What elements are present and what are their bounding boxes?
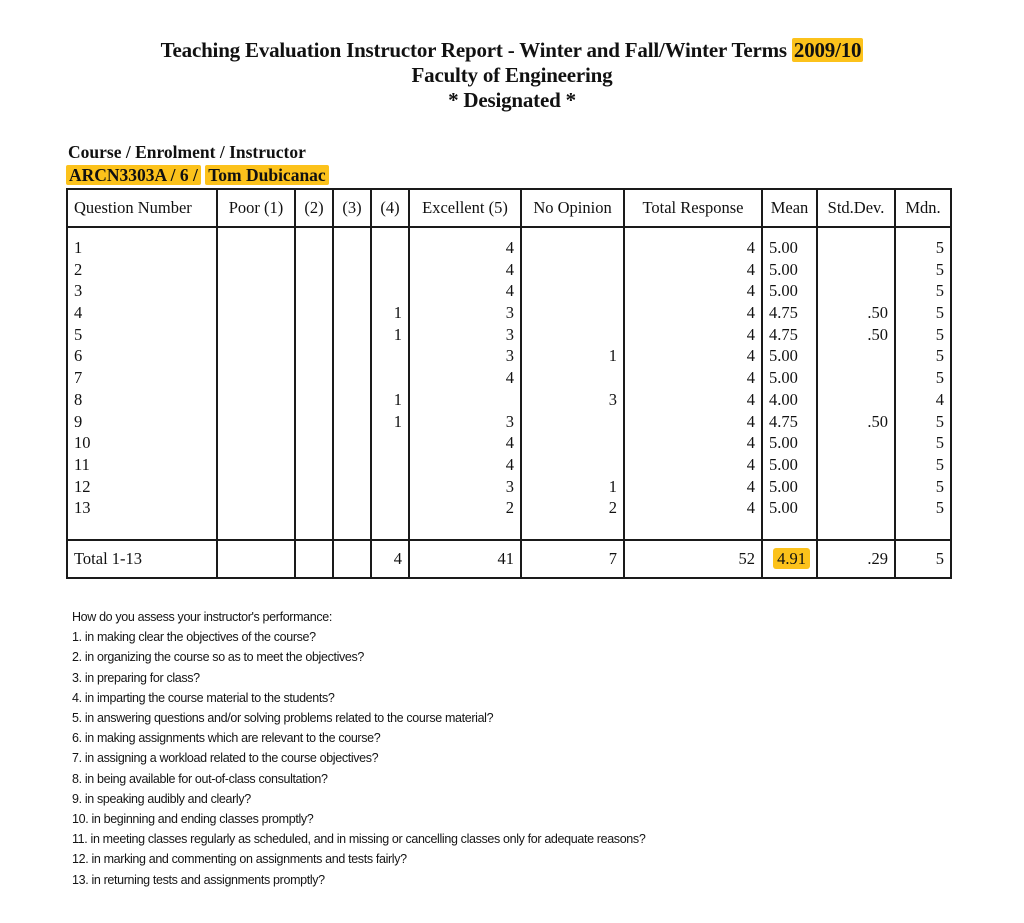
median-value: 5: [935, 368, 944, 388]
col-header-mean: Mean: [762, 189, 817, 227]
rating-4-count: [378, 237, 402, 259]
col-header-total-response: Total Response: [624, 189, 762, 227]
poor-count: [224, 476, 288, 498]
poor-count: [224, 237, 288, 259]
question-number: 8: [74, 389, 83, 409]
course-heading: Course / Enrolment / Instructor: [68, 142, 306, 162]
question-number: 7: [74, 368, 83, 388]
report-header: [0, 38, 1024, 113]
rating-3-count: [340, 454, 364, 476]
question-number: 6: [74, 346, 83, 366]
rating-4-count: [378, 497, 402, 519]
col-header-no-opinion: No Opinion: [521, 189, 624, 227]
term-highlight: 2009/10: [793, 38, 862, 62]
rating-2-count: [302, 324, 326, 346]
col-header-excellent: Excellent (5): [409, 189, 521, 227]
course-info: [66, 164, 329, 186]
total-response-count: 4: [746, 259, 755, 279]
rating-4-count: [378, 345, 402, 367]
question-text: 1. in making clear the objectives of the course?: [72, 630, 316, 645]
rating-4-count: [378, 259, 402, 281]
std-dev-value: [824, 259, 888, 281]
total-mean-highlight: 4.91: [773, 548, 810, 569]
question-text: 8. in being available for out-of-class consultation?: [72, 771, 328, 786]
total-std-dev: .29: [817, 540, 895, 578]
no-opinion-count: [528, 411, 617, 433]
question-text: 2. in organizing the course so as to meet the objectives?: [72, 650, 365, 665]
total-poor: [217, 540, 295, 578]
no-opinion-count: [528, 324, 617, 346]
std-dev-value: .50: [867, 303, 888, 323]
question-text: 3. in preparing for class?: [72, 670, 200, 685]
no-opinion-count: 1: [608, 476, 617, 496]
rating-2-count: [302, 476, 326, 498]
rating-3-count: [340, 432, 364, 454]
median-value: 5: [935, 303, 944, 323]
mean-value: 5.00: [769, 433, 798, 453]
excellent-count: 4: [505, 433, 514, 453]
median-value: 5: [935, 433, 944, 453]
median-value: 5: [935, 498, 944, 518]
rating-4-cell: [371, 227, 409, 540]
rating-3-count: [340, 280, 364, 302]
total-response-count: 4: [746, 433, 755, 453]
no-opinion-count: [528, 259, 617, 281]
rating-4-count: [378, 476, 402, 498]
total-2: [295, 540, 333, 578]
question-number: 9: [74, 411, 83, 431]
std-dev-value: [824, 345, 888, 367]
total-4: 4: [371, 540, 409, 578]
median-value: 4: [935, 389, 944, 409]
rating-3-count: [340, 497, 364, 519]
mean-value: 4.00: [769, 389, 798, 409]
excellent-count: 3: [505, 476, 514, 496]
std-dev-value: .50: [867, 411, 888, 431]
total-no-opinion: 7: [521, 540, 624, 578]
mean-value: 5.00: [769, 238, 798, 257]
col-header-std-dev: Std.Dev.: [817, 189, 895, 227]
col-header-2: (2): [295, 189, 333, 227]
rating-3-count: [340, 237, 364, 259]
rating-2-count: [302, 497, 326, 519]
rating-2-count: [302, 367, 326, 389]
total-response-count: 4: [746, 454, 755, 474]
col-header-3: (3): [333, 189, 371, 227]
total-response-count: 4: [746, 411, 755, 431]
col-header-question: Question Number: [67, 189, 217, 227]
total-label: Total 1-13: [67, 540, 217, 578]
total-response-count: 4: [746, 389, 755, 409]
total-response-count: 4: [746, 324, 755, 344]
questions-intro: How do you assess your instructor's performance:: [72, 610, 333, 624]
std-dev-value: [824, 367, 888, 389]
question-text: 5. in answering questions and/or solving problems related to the course material?: [72, 711, 494, 726]
question-text: 11. in meeting classes regularly as scheduled, and in missing or cancelling classes only for adequate reasons?: [72, 832, 646, 847]
question-number: 11: [74, 454, 90, 474]
rating-3-count: [340, 324, 364, 346]
rating-3-count: [340, 345, 364, 367]
poor-count: [224, 324, 288, 346]
no-opinion-count: 3: [608, 389, 617, 409]
rating-4-count: 1: [393, 303, 402, 323]
table-header-row: [67, 189, 951, 227]
rating-2-count: [302, 389, 326, 411]
excellent-count: 2: [505, 498, 514, 518]
no-opinion-count: [528, 432, 617, 454]
poor-count: [224, 389, 288, 411]
col-header-4: (4): [371, 189, 409, 227]
question-text: 4. in imparting the course material to the students?: [72, 690, 335, 705]
rating-4-count: 1: [393, 389, 402, 409]
rating-2-count: [302, 345, 326, 367]
mean-value: 5.00: [769, 281, 798, 301]
no-opinion-count: [528, 237, 617, 259]
question-number: 3: [74, 281, 83, 301]
no-opinion-count: [528, 280, 617, 302]
designated-title: * Designated *: [448, 88, 576, 112]
mean-value: 5.00: [769, 259, 798, 279]
mean-value: 5.00: [769, 498, 798, 518]
poor-count: [224, 411, 288, 433]
total-response-count: 4: [746, 238, 755, 257]
median-value: 5: [935, 476, 944, 496]
question-number: 2: [74, 259, 83, 279]
excellent-count: 4: [505, 238, 514, 257]
total-response-cell: [624, 227, 762, 540]
rating-2-cell: [295, 227, 333, 540]
excellent-count: [416, 389, 514, 411]
total-response-count: 4: [746, 476, 755, 496]
total-mdn: 5: [895, 540, 951, 578]
total-3: [333, 540, 371, 578]
mean-value: 4.75: [769, 303, 798, 323]
mean-value: 5.00: [769, 368, 798, 388]
std-dev-value: [824, 454, 888, 476]
std-dev-value: [824, 237, 888, 259]
rating-2-count: [302, 259, 326, 281]
question-text: 13. in returning tests and assignments promptly?: [72, 872, 325, 887]
poor-count: [224, 345, 288, 367]
table-data-block: [67, 227, 951, 540]
question-number: 10: [74, 433, 91, 453]
std-dev-value: [824, 497, 888, 519]
no-opinion-count: [528, 302, 617, 324]
question-number-cell: [67, 227, 217, 540]
questions-legend: [72, 607, 645, 890]
rating-3-count: [340, 302, 364, 324]
rating-2-count: [302, 454, 326, 476]
total-response-count: 4: [746, 303, 755, 323]
total-row: [67, 540, 951, 578]
col-header-mdn: Mdn.: [895, 189, 951, 227]
question-text: 10. in beginning and ending classes promptly?: [72, 812, 314, 827]
rating-4-count: 1: [393, 324, 402, 344]
poor-cell: [217, 227, 295, 540]
median-value: 5: [935, 324, 944, 344]
rating-2-count: [302, 411, 326, 433]
no-opinion-count: [528, 454, 617, 476]
question-text: 6. in making assignments which are relevant to the course?: [72, 731, 381, 746]
excellent-count: 3: [505, 324, 514, 344]
poor-count: [224, 454, 288, 476]
evaluation-table: [66, 188, 952, 579]
poor-count: [224, 302, 288, 324]
std-dev-cell: [817, 227, 895, 540]
question-number: 1: [74, 238, 83, 257]
median-value: 5: [935, 411, 944, 431]
std-dev-value: [824, 280, 888, 302]
rating-3-count: [340, 389, 364, 411]
mean-value: 5.00: [769, 454, 798, 474]
std-dev-value: .50: [867, 324, 888, 344]
poor-count: [224, 367, 288, 389]
total-response-count: 4: [746, 346, 755, 366]
mean-value: 5.00: [769, 346, 798, 366]
excellent-count: 3: [505, 303, 514, 323]
excellent-count: 4: [505, 368, 514, 388]
rating-2-count: [302, 280, 326, 302]
mean-cell: [762, 227, 817, 540]
question-number: 13: [74, 498, 91, 518]
total-mean-cell: [762, 540, 817, 578]
median-value: 5: [935, 259, 944, 279]
excellent-count: 4: [505, 281, 514, 301]
std-dev-value: [824, 389, 888, 411]
poor-count: [224, 432, 288, 454]
faculty-title: Faculty of Engineering: [411, 63, 613, 87]
rating-3-cell: [333, 227, 371, 540]
poor-count: [224, 497, 288, 519]
total-excellent: 41: [409, 540, 521, 578]
instructor-highlight: Tom Dubicanac: [205, 165, 329, 185]
excellent-count: 3: [505, 346, 514, 366]
question-number: 4: [74, 303, 83, 323]
no-opinion-count: [528, 367, 617, 389]
rating-4-count: [378, 280, 402, 302]
median-value: 5: [935, 454, 944, 474]
rating-3-count: [340, 411, 364, 433]
rating-2-count: [302, 302, 326, 324]
std-dev-value: [824, 432, 888, 454]
question-text: 12. in marking and commenting on assignments and tests fairly?: [72, 852, 407, 867]
no-opinion-cell: [521, 227, 624, 540]
rating-3-count: [340, 259, 364, 281]
question-text: 9. in speaking audibly and clearly?: [72, 791, 251, 806]
total-total-response: 52: [624, 540, 762, 578]
median-value: 5: [935, 346, 944, 366]
rating-3-count: [340, 367, 364, 389]
mean-value: 5.00: [769, 476, 798, 496]
excellent-cell: [409, 227, 521, 540]
rating-4-count: [378, 454, 402, 476]
report-title: Teaching Evaluation Instructor Report - Winter and Fall/Winter Terms 2009/10: [160, 38, 862, 62]
question-number: 5: [74, 324, 83, 344]
rating-3-count: [340, 476, 364, 498]
rating-2-count: [302, 432, 326, 454]
no-opinion-count: 2: [608, 498, 617, 518]
excellent-count: 3: [505, 411, 514, 431]
rating-2-count: [302, 237, 326, 259]
std-dev-value: [824, 476, 888, 498]
total-response-count: 4: [746, 498, 755, 518]
rating-4-count: 1: [393, 411, 402, 431]
median-value: 5: [935, 238, 944, 257]
total-response-count: 4: [746, 281, 755, 301]
mean-value: 4.75: [769, 411, 798, 431]
poor-count: [224, 259, 288, 281]
no-opinion-count: 1: [608, 346, 617, 366]
mean-value: 4.75: [769, 324, 798, 344]
question-text: 7. in assigning a workload related to the course objectives?: [72, 751, 379, 766]
course-code-highlight: ARCN3303A / 6 /: [66, 165, 201, 185]
total-response-count: 4: [746, 368, 755, 388]
excellent-count: 4: [505, 259, 514, 279]
rating-4-count: [378, 432, 402, 454]
excellent-count: 4: [505, 454, 514, 474]
question-number: 12: [74, 476, 91, 496]
rating-4-count: [378, 367, 402, 389]
median-cell: [895, 227, 951, 540]
median-value: 5: [935, 281, 944, 301]
col-header-poor: Poor (1): [217, 189, 295, 227]
poor-count: [224, 280, 288, 302]
